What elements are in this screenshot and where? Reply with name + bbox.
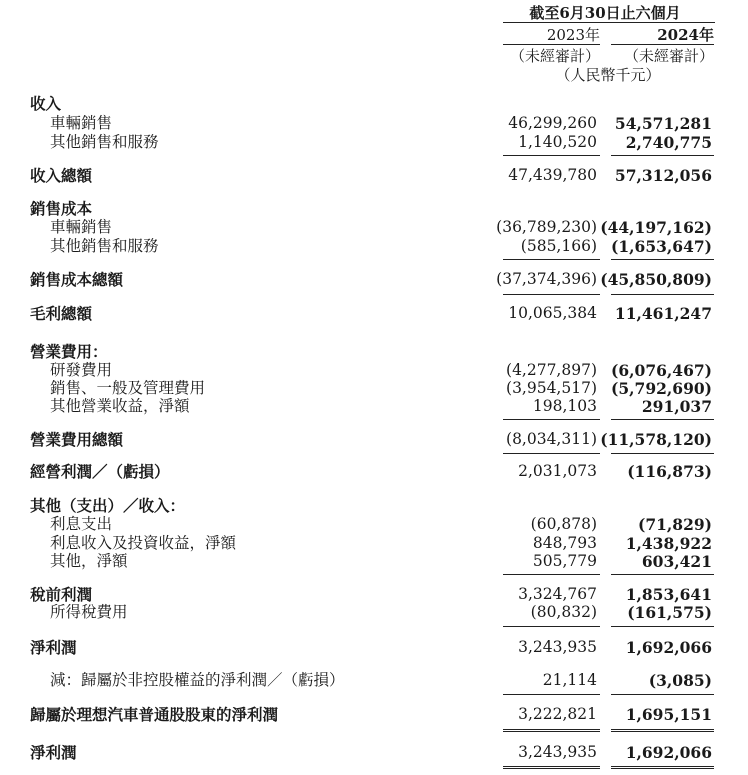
value-2024: (11,578,120) bbox=[600, 430, 712, 449]
double-rule bbox=[503, 766, 600, 767]
row-label: 收入總額 bbox=[30, 166, 93, 185]
subtotal-rule bbox=[611, 626, 714, 627]
subtotal-rule bbox=[503, 626, 600, 627]
value-2024: (71,829) bbox=[638, 515, 712, 534]
subtotal-rule bbox=[503, 259, 600, 260]
value-2024: 11,461,247 bbox=[614, 304, 712, 323]
row-label: 其他，淨額 bbox=[50, 552, 128, 570]
cost-of-sales-heading bbox=[0, 199, 748, 218]
subtotal-rule bbox=[611, 259, 714, 260]
double-rule bbox=[503, 768, 600, 769]
value-2024: 1,692,066 bbox=[625, 638, 712, 657]
subtotal-rule bbox=[503, 453, 600, 454]
currency-note: （人民幣千元） bbox=[555, 66, 661, 84]
row-label: 銷售成本 bbox=[30, 199, 93, 218]
row-label: 其他銷售和服務 bbox=[50, 237, 159, 255]
row-label: 利息收入及投資收益，淨額 bbox=[50, 534, 237, 552]
value-2024: (161,575) bbox=[627, 603, 712, 622]
row-label: 其他營業收益，淨額 bbox=[50, 397, 190, 415]
subtotal-rule bbox=[611, 694, 714, 695]
value-2024: 57,312,056 bbox=[614, 166, 712, 185]
value-2024: 1,695,151 bbox=[625, 705, 712, 724]
value-2024: (44,197,162) bbox=[600, 218, 712, 237]
value-2023: 505,779 bbox=[532, 552, 597, 570]
value-2023: 10,065,384 bbox=[508, 304, 597, 322]
period-underline bbox=[503, 22, 715, 23]
value-2023: 3,222,821 bbox=[518, 705, 597, 723]
value-2023: (3,954,517) bbox=[506, 379, 597, 397]
row-label: 減：歸屬於非控股權益的淨利潤／（虧損） bbox=[50, 671, 345, 689]
value-2024: (6,076,467) bbox=[611, 361, 712, 380]
value-2024: 1,438,922 bbox=[625, 534, 712, 553]
table-row bbox=[0, 671, 748, 690]
value-2023: 2,031,073 bbox=[518, 462, 597, 480]
other-income-heading bbox=[0, 496, 748, 515]
row-label: 收入 bbox=[30, 94, 62, 113]
table-row bbox=[0, 430, 748, 449]
table-row bbox=[0, 166, 748, 185]
table-row bbox=[0, 638, 748, 657]
subtotal-rule bbox=[611, 294, 714, 295]
value-2023: (60,878) bbox=[530, 515, 597, 533]
row-label: 車輛銷售 bbox=[50, 114, 113, 132]
row-label: 歸屬於理想汽車普通股股東的淨利潤 bbox=[30, 705, 279, 724]
value-2024: (3,085) bbox=[648, 671, 712, 690]
row-label: 營業費用總額 bbox=[30, 430, 124, 449]
table-row bbox=[0, 114, 748, 133]
subtotal-rule bbox=[611, 574, 714, 575]
table-row bbox=[0, 515, 748, 534]
revenue-heading bbox=[0, 94, 748, 113]
subtotal-rule bbox=[611, 453, 714, 454]
subtotal-rule bbox=[503, 694, 600, 695]
value-2024: (5,792,690) bbox=[611, 379, 712, 398]
value-2024: (45,850,809) bbox=[600, 270, 712, 289]
subtotal-rule bbox=[503, 419, 600, 420]
double-rule bbox=[611, 766, 714, 767]
subtotal-rule bbox=[503, 155, 600, 156]
operating-expenses-heading bbox=[0, 342, 748, 361]
table-row bbox=[0, 237, 748, 256]
row-label: 淨利潤 bbox=[30, 638, 77, 657]
value-2023: 46,299,260 bbox=[508, 114, 597, 132]
period-header: 截至6月30日止六個月 bbox=[529, 4, 681, 22]
table-row bbox=[0, 361, 748, 380]
row-label: 其他（支出）／收入： bbox=[30, 496, 186, 515]
year-2023-header: 2023年 bbox=[546, 26, 600, 44]
double-rule bbox=[503, 731, 600, 732]
row-label: 銷售成本總額 bbox=[30, 270, 124, 289]
value-2023: 3,243,935 bbox=[518, 743, 597, 761]
row-label: 其他銷售和服務 bbox=[50, 133, 159, 151]
table-row bbox=[0, 462, 748, 481]
value-2023: 21,114 bbox=[542, 671, 597, 689]
table-row bbox=[0, 705, 748, 724]
table-row bbox=[0, 133, 748, 152]
value-2024: 54,571,281 bbox=[614, 114, 712, 133]
table-row bbox=[0, 270, 748, 289]
table-row bbox=[0, 534, 748, 553]
value-2023: 848,793 bbox=[532, 534, 597, 552]
table-row bbox=[0, 397, 748, 416]
audit-2024-header: （未經審計） bbox=[623, 47, 714, 65]
subtotal-rule bbox=[611, 419, 714, 420]
value-2023: (80,832) bbox=[530, 603, 597, 621]
row-label: 營業費用： bbox=[30, 342, 108, 361]
double-rule bbox=[503, 729, 600, 730]
double-rule bbox=[611, 729, 714, 730]
value-2024: (1,653,647) bbox=[611, 237, 712, 256]
value-2024: 291,037 bbox=[641, 397, 712, 416]
table-row bbox=[0, 218, 748, 237]
subtotal-rule bbox=[611, 155, 714, 156]
table-row bbox=[0, 379, 748, 398]
subtotal-rule bbox=[503, 574, 600, 575]
value-2023: (585,166) bbox=[520, 237, 597, 255]
value-2023: (8,034,311) bbox=[506, 430, 597, 448]
row-label: 車輛銷售 bbox=[50, 218, 113, 236]
value-2024: 603,421 bbox=[641, 552, 712, 571]
value-2023: 3,243,935 bbox=[518, 638, 597, 656]
row-label: 銷售、一般及管理費用 bbox=[50, 379, 206, 397]
double-rule bbox=[611, 768, 714, 769]
value-2024: 2,740,775 bbox=[625, 133, 712, 152]
row-label: 利息支出 bbox=[50, 515, 113, 533]
value-2023: (36,789,230) bbox=[496, 218, 597, 236]
table-row bbox=[0, 743, 748, 762]
value-2024: 1,692,066 bbox=[625, 743, 712, 762]
double-rule bbox=[611, 731, 714, 732]
row-label: 稅前利潤 bbox=[30, 585, 93, 604]
value-2023: 47,439,780 bbox=[508, 166, 597, 184]
row-label: 經營利潤／（虧損） bbox=[30, 462, 170, 481]
row-label: 淨利潤 bbox=[30, 743, 77, 762]
value-2023: 3,324,767 bbox=[518, 585, 597, 603]
row-label: 毛利總額 bbox=[30, 304, 93, 323]
table-row bbox=[0, 304, 748, 323]
audit-2023-header: （未經審計） bbox=[509, 47, 600, 65]
value-2023: 1,140,520 bbox=[518, 133, 597, 151]
subtotal-rule bbox=[503, 294, 600, 295]
value-2024: (116,873) bbox=[627, 462, 712, 481]
value-2024: 1,853,641 bbox=[625, 585, 712, 604]
table-row bbox=[0, 585, 748, 604]
table-row bbox=[0, 552, 748, 571]
year-2024-header: 2024年 bbox=[657, 26, 714, 44]
row-label: 研發費用 bbox=[50, 361, 113, 379]
table-row bbox=[0, 603, 748, 622]
value-2023: (4,277,897) bbox=[506, 361, 597, 379]
row-label: 所得稅費用 bbox=[50, 603, 128, 621]
value-2023: (37,374,396) bbox=[496, 270, 597, 288]
value-2023: 198,103 bbox=[532, 397, 597, 415]
